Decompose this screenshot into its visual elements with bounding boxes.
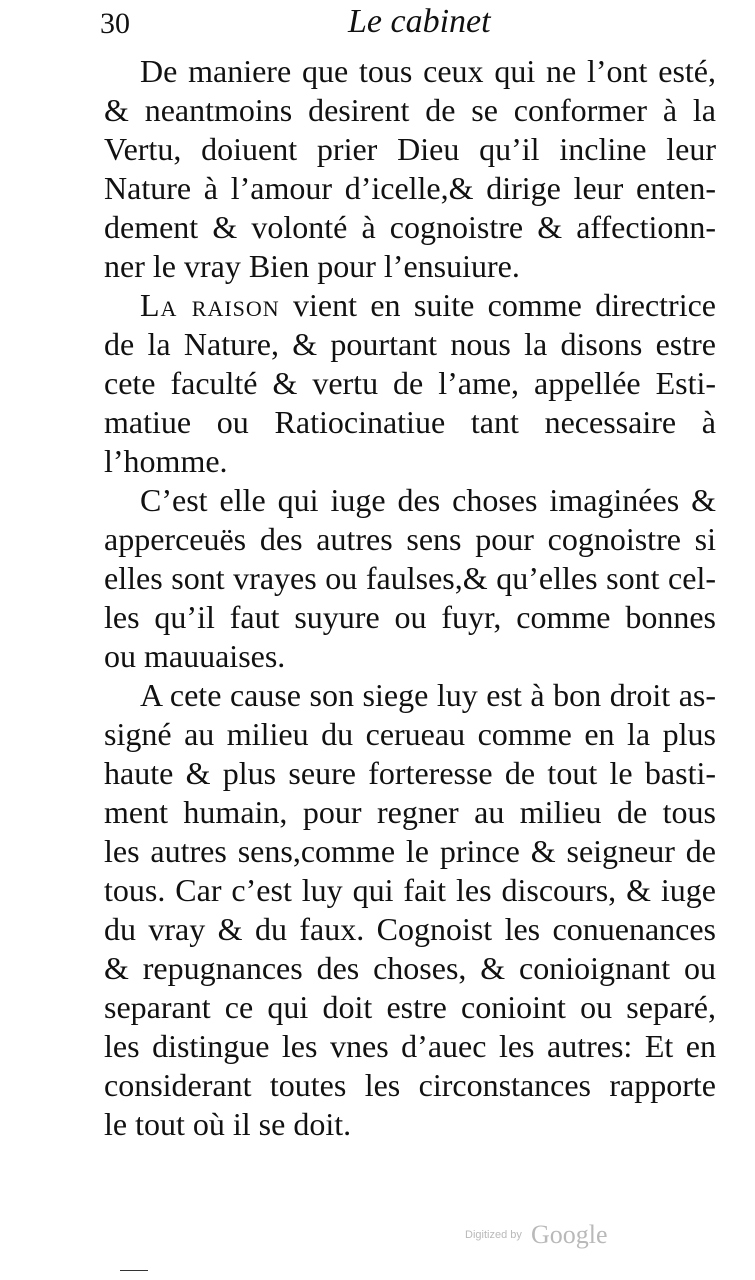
text-line: les qu’il faut suyure ou fuyr, comme bonnes <box>104 599 716 635</box>
text-line: du vray & du faux. Cognoist les conuenances <box>104 911 716 947</box>
digitized-watermark <box>465 1220 665 1260</box>
text-line: le tout où il se doit. <box>104 1106 352 1142</box>
text-line: & neantmoins desirent de se conformer à la <box>104 92 716 128</box>
text-line: haute & plus seure forteresse de tout le basti- <box>104 755 716 791</box>
watermark-prefix: Digitized by <box>465 1229 522 1241</box>
text-line: C’est elle qui iuge des choses imaginées & <box>140 482 716 518</box>
text-line: apperceuës des autres sens pour cognoistre si <box>104 521 716 557</box>
page-number: 30 <box>100 7 130 40</box>
text-line: ment humain, pour regner au milieu de tous <box>104 794 716 830</box>
text-line: ou mauuaises. <box>104 638 286 674</box>
text-line: elles sont vrayes ou faulses,& qu’elles sont cel- <box>104 560 716 596</box>
small-caps-lead: La raison <box>140 287 280 323</box>
text-line <box>104 286 716 325</box>
text-line: les autres sens,comme le prince & seigneur de <box>104 833 716 869</box>
paragraph <box>104 52 716 286</box>
text-line: tous. Car c’est luy qui fait les discours, & iuge <box>104 872 716 908</box>
running-title: Le cabinet <box>348 3 491 40</box>
text-line: l’homme. <box>104 443 228 479</box>
text-line: les distingue les vnes d’auec les autres: Et en <box>104 1028 716 1064</box>
text-line: ner le vray Bien pour l’ensuiure. <box>104 248 520 284</box>
running-head <box>100 2 500 46</box>
bottom-rule <box>120 1270 148 1271</box>
text-line: separant ce qui doit estre conioint ou separé, <box>104 989 716 1025</box>
text-line: signé au milieu du cerueau comme en la plus <box>104 716 716 752</box>
paragraph <box>104 286 716 481</box>
text-line: cete faculté & vertu de l’ame, appellée Esti- <box>104 365 716 401</box>
paragraph <box>104 481 716 676</box>
text-line: Nature à l’amour d’icelle,& dirige leur enten- <box>104 170 716 206</box>
text-line: de la Nature, & pourtant nous la disons estre <box>104 326 716 362</box>
body-text <box>104 52 716 1144</box>
google-logo: Google <box>530 1220 608 1249</box>
text-line: matiue ou Ratiocinatiue tant necessaire à <box>104 404 716 440</box>
paragraph <box>104 676 716 1144</box>
text-line: De maniere que tous ceux qui ne l’ont esté, <box>140 53 716 89</box>
text-line: Vertu, doiuent prier Dieu qu’il incline leur <box>104 131 716 167</box>
text-line: A cete cause son siege luy est à bon droit as- <box>140 677 716 713</box>
text-run: vient en suite comme directrice <box>279 287 717 323</box>
text-line: considerant toutes les circonstances rapporte <box>104 1067 716 1103</box>
text-line: & repugnances des choses, & conioignant ou <box>104 950 716 986</box>
text-line: dement & volonté à cognoistre & affectionn- <box>104 209 716 245</box>
